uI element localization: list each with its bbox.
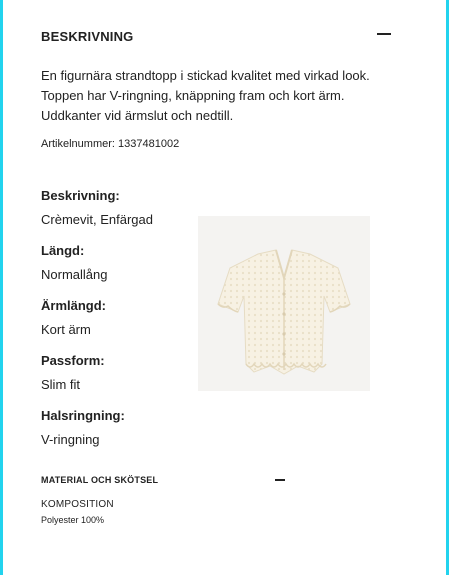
attribute-item	[41, 243, 191, 298]
section-title: BESKRIVNING	[41, 29, 134, 44]
attribute-label: Ärmlängd:	[41, 298, 106, 313]
attribute-value: Slim fit	[41, 377, 80, 392]
description-line: En figurnära strandtopp i stickad kvalitet med virkad look.	[41, 68, 370, 83]
attribute-item	[41, 188, 191, 243]
description-line: Uddkanter vid ärmslut och nedtill.	[41, 108, 234, 123]
material-title: MATERIAL OCH SKÖTSEL	[41, 475, 159, 485]
description-line: Toppen har V-ringning, knäppning fram och kort ärm.	[41, 88, 345, 103]
cardigan-illustration	[198, 216, 370, 391]
attribute-value: Crèmevit, Enfärgad	[41, 212, 153, 227]
composition-title: KOMPOSITION	[41, 499, 114, 510]
attribute-label: Passform:	[41, 353, 105, 368]
attribute-item	[41, 408, 191, 463]
composition-value: Polyester 100%	[41, 515, 105, 525]
attribute-value: V-ringning	[41, 432, 100, 447]
description-section-header[interactable]	[41, 28, 391, 48]
product-description	[41, 66, 401, 126]
right-accent-bar	[446, 0, 449, 575]
product-image	[198, 216, 370, 391]
left-accent-bar	[0, 0, 3, 575]
attribute-value: Normallång	[41, 267, 108, 282]
minus-icon[interactable]	[275, 479, 285, 481]
material-section-header[interactable]	[41, 474, 285, 488]
attribute-label: Halsringning:	[41, 408, 125, 423]
article-number: Artikelnummer: 1337481002	[41, 138, 180, 150]
minus-icon[interactable]	[377, 33, 391, 35]
attribute-item	[41, 298, 191, 353]
attribute-label: Beskrivning:	[41, 188, 120, 203]
attribute-list	[41, 188, 191, 463]
attribute-label: Längd:	[41, 243, 85, 258]
attribute-item	[41, 353, 191, 408]
attribute-value: Kort ärm	[41, 322, 91, 337]
